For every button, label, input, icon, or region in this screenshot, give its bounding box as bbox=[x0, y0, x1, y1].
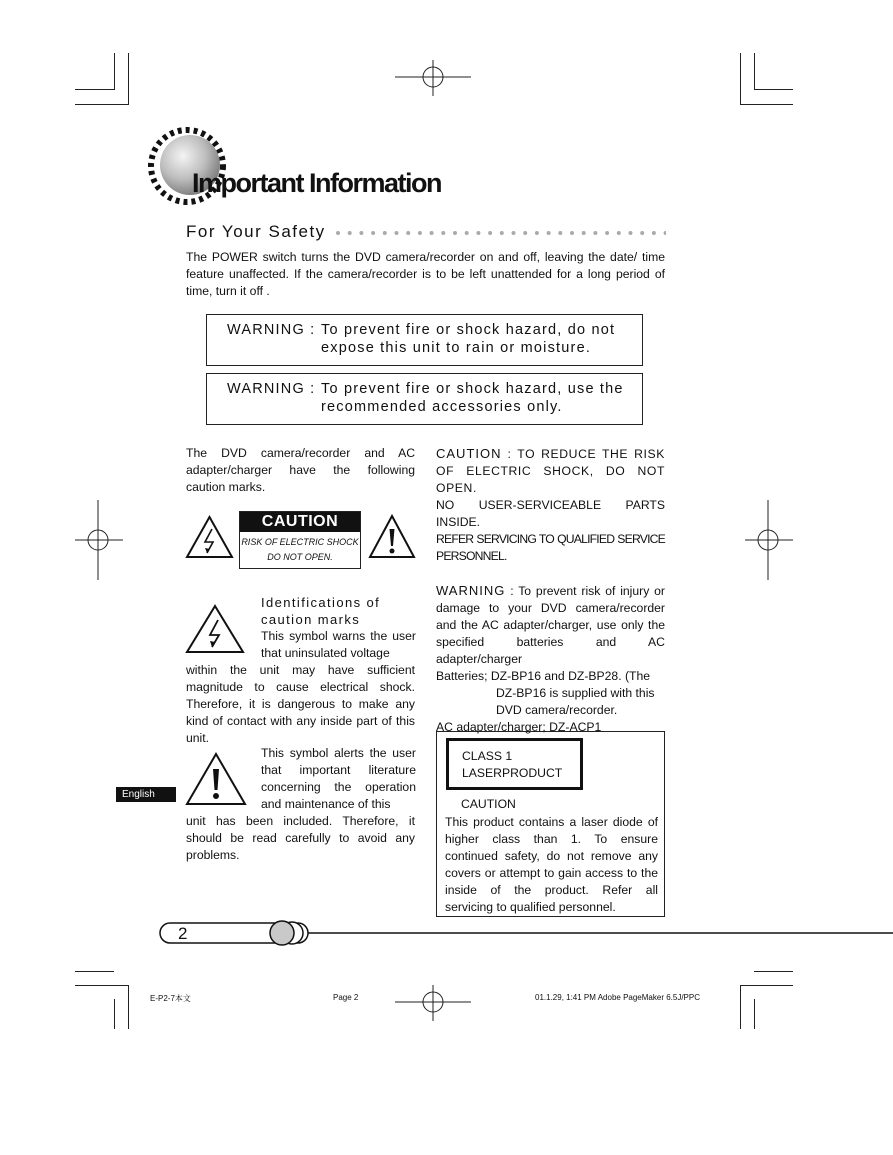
intro-paragraph: The POWER switch turns the DVD camera/recorder on and off, leaving the date/ time feature unaffected. If the camera/recorder is to be left unattended for a long period of time, turn it off . bbox=[186, 250, 665, 298]
caution-label bbox=[239, 511, 361, 569]
dotted-leader bbox=[336, 229, 666, 237]
laser-caution-heading: CAUTION bbox=[461, 797, 516, 811]
warning-text: To prevent fire or shock hazard, do not bbox=[321, 322, 616, 338]
crop-mark bbox=[114, 999, 115, 1029]
crop-mark bbox=[114, 53, 115, 90]
caution-notice bbox=[436, 445, 665, 497]
language-tab: English bbox=[116, 787, 176, 802]
crop-mark bbox=[754, 53, 755, 90]
page-number-bar bbox=[158, 918, 893, 948]
warning-text: expose this unit to rain or moisture. bbox=[321, 340, 592, 356]
laser-caution-text: This product contains a laser diode of higher class than 1. To ensure continued safety, do not remove any covers or attempt to gain access to the inside of the product. Refer all servicing to qualified personnel. bbox=[445, 815, 658, 914]
adapter-line: AC adapter/charger; DZ-ACP1 bbox=[436, 720, 602, 734]
batteries-note: DZ-BP16 is supplied with this DVD camera/recorder. bbox=[496, 686, 655, 717]
no-user-serviceable-notice: NO USER-SERVICEABLE PARTS INSIDE. bbox=[436, 498, 665, 529]
footer-timestamp: 01.1.29, 1:41 PM Adobe PageMaker 6.5J/PPC bbox=[535, 993, 700, 1002]
lightning-warning-icon bbox=[185, 604, 249, 654]
crop-mark bbox=[75, 971, 114, 972]
exclamation-symbol-description-cont: unit has been included. Therefore, it should be read carefully to avoid any problems. bbox=[186, 814, 415, 862]
batteries-line: Batteries; DZ-BP16 and DZ-BP28. (The bbox=[436, 669, 651, 683]
warning-injury-notice bbox=[436, 582, 665, 668]
crop-mark bbox=[128, 985, 129, 1029]
crop-mark bbox=[740, 985, 793, 986]
warning-box-accessories bbox=[206, 373, 643, 425]
registration-mark-bottom bbox=[395, 985, 471, 1021]
crop-mark bbox=[128, 53, 129, 105]
exclamation-warning-icon bbox=[185, 752, 249, 806]
class-label-line: CLASS 1 bbox=[462, 749, 513, 763]
page-title: Important Information bbox=[192, 168, 441, 198]
warning-injury-label: WARNING bbox=[436, 583, 506, 598]
warning-label: WARNING : bbox=[227, 322, 316, 338]
refer-servicing-notice: REFER SERVICING TO QUALIFIED SERVICE PERSONNEL. bbox=[436, 532, 665, 563]
exclamation-warning-icon bbox=[368, 514, 416, 559]
crop-mark bbox=[740, 53, 741, 105]
warning-text: recommended accessories only. bbox=[321, 399, 563, 415]
crop-mark bbox=[740, 104, 793, 105]
class-label-line: LASERPRODUCT bbox=[462, 766, 563, 780]
exclamation-symbol-description: This symbol alerts the user that important literature concerning the operation and maintenance of this bbox=[261, 746, 416, 811]
caution-label-line: DO NOT OPEN. bbox=[267, 552, 333, 562]
crop-mark bbox=[754, 999, 755, 1029]
registration-mark-left bbox=[75, 500, 123, 580]
caution-notice-label: CAUTION bbox=[436, 446, 502, 461]
warning-text: To prevent fire or shock hazard, use the bbox=[321, 381, 624, 397]
footer-filename: E-P2-7本文 bbox=[150, 994, 191, 1003]
warning-label: WARNING : bbox=[227, 381, 316, 397]
crop-mark bbox=[75, 104, 129, 105]
lightning-symbol-description: This symbol warns the user that uninsulated voltage bbox=[261, 629, 416, 660]
identification-title: Identifications of caution marks bbox=[261, 595, 381, 627]
crop-mark bbox=[740, 985, 741, 1029]
caution-label-line: RISK OF ELECTRIC SHOCK bbox=[241, 537, 359, 547]
footer-page: Page 2 bbox=[333, 993, 359, 1002]
warning-box-moisture bbox=[206, 314, 643, 366]
crop-mark bbox=[75, 89, 114, 90]
class1-laser-label bbox=[446, 738, 583, 790]
caution-notice-text: : TO REDUCE THE RISK OF ELECTRIC SHOCK, DO NOT OPEN. bbox=[436, 447, 665, 495]
section-title: For Your Safety bbox=[186, 222, 326, 241]
crop-mark bbox=[754, 89, 793, 90]
crop-mark bbox=[754, 971, 793, 972]
page-number: 2 bbox=[178, 924, 188, 943]
lightning-symbol-description-cont: within the unit may have sufficient magnitude to cause electrical shock. Therefore, it is dangerous to make any kind of contact with any inside part of this unit. bbox=[186, 663, 415, 745]
warning-injury-text: : To prevent risk of injury or damage to your DVD camera/recorder and the AC adapter/charger, use only the specified batteries and AC adapter/charger bbox=[436, 584, 665, 666]
registration-mark-right bbox=[745, 500, 793, 580]
caution-label-head: CAUTION bbox=[240, 512, 360, 532]
lightning-warning-icon bbox=[185, 515, 234, 559]
caution-marks-intro: The DVD camera/recorder and AC adapter/charger have the following caution marks. bbox=[186, 446, 415, 494]
registration-mark-top bbox=[395, 60, 471, 96]
crop-mark bbox=[75, 985, 129, 986]
laser-notice-box bbox=[436, 731, 665, 917]
